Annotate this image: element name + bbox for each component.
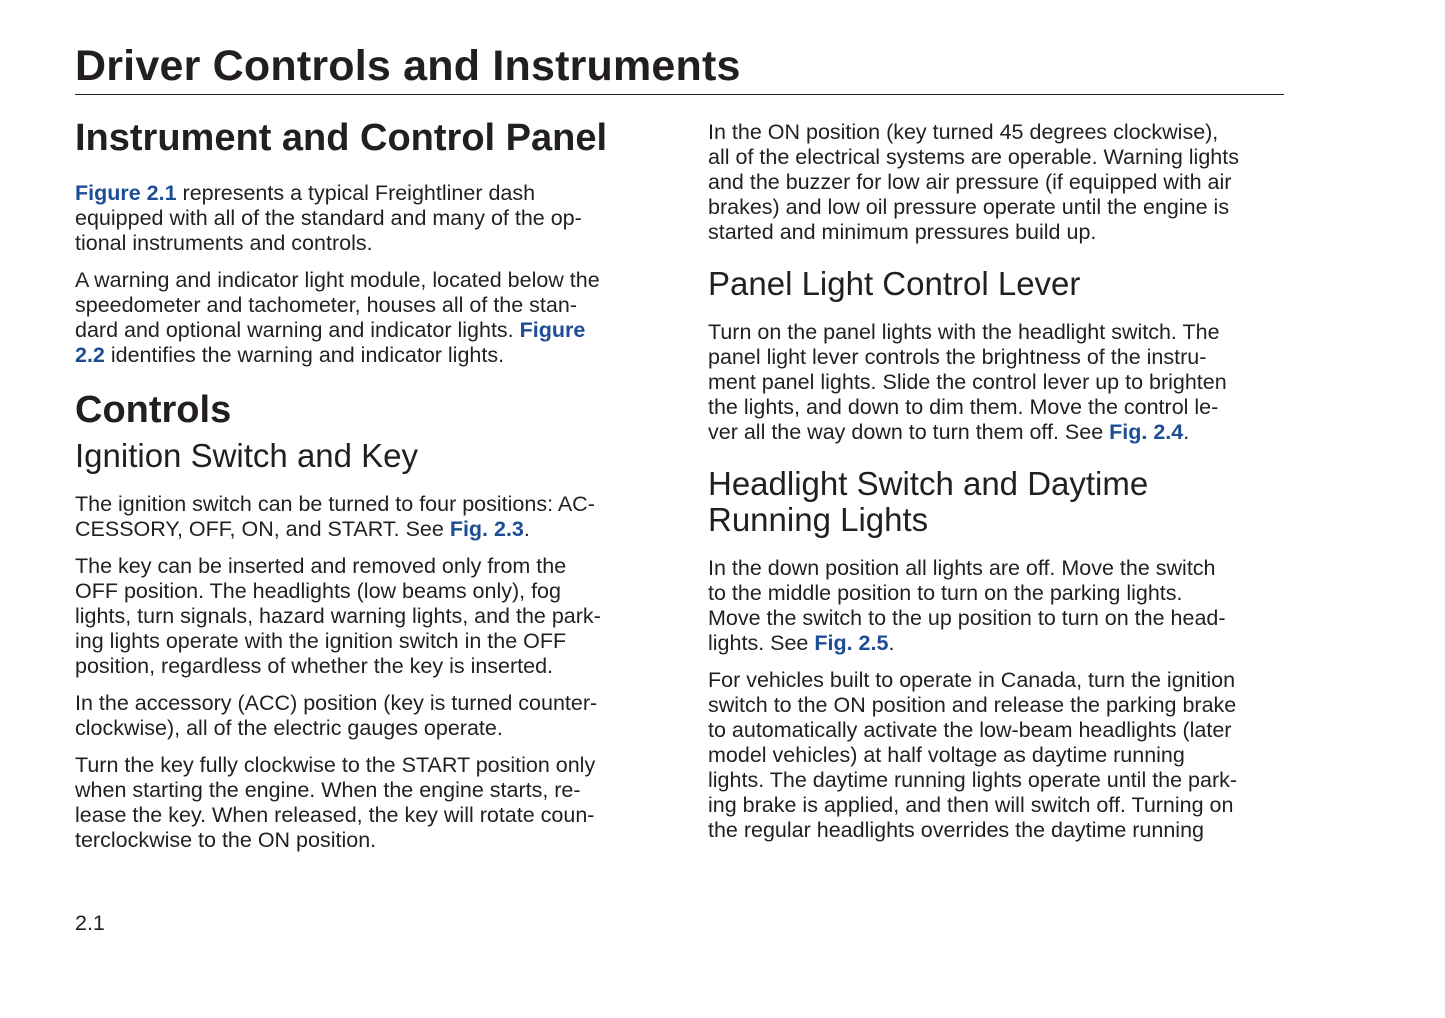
paragraph: Turn on the panel lights with the headlight switch. The panel light lever controls the brightness of the instru- ment panel lights. Slide the control lever up to brighten the lights, and down to dim them. Move the control le- ver all the way down to turn them off. See Fig. 2.4. <box>708 320 1227 444</box>
section-title-controls: Controls <box>75 389 232 431</box>
paragraph: The ignition switch can be turned to four positions: AC- CESSORY, OFF, ON, and START. See Fig. 2.3. <box>75 492 595 541</box>
subsection-title-panel-light: Panel Light Control Lever <box>708 265 1081 302</box>
fig-2-5-link[interactable]: Fig. 2.5 <box>814 631 889 655</box>
chapter-title: Driver Controls and Instruments <box>75 42 741 90</box>
paragraph: For vehicles built to operate in Canada, turn the ignition switch to the ON position and release the parking brake to automatically activate the low-beam headlights (later model vehicles) at half voltage as daytime running lights. The daytime running lights operate until the park- ing brake is applied, and then will switch off. Turning on the regular headlights overrides the daytime running <box>708 668 1238 842</box>
left-column <box>75 116 650 865</box>
paragraph: Turn the key fully clockwise to the START position only when starting the engine. When the engine starts, re- lease the key. When released, the key will rotate coun- terclockwise to the ON position. <box>75 753 596 852</box>
figure-2-1-link[interactable]: Figure 2.1 <box>75 181 177 205</box>
paragraph: In the accessory (ACC) position (key is turned counter- clockwise), all of the electric gauges operate. <box>75 691 598 740</box>
section-title-instrument-panel: Instrument and Control Panel <box>75 117 608 159</box>
title-rule <box>75 94 1284 95</box>
page-number: 2.1 <box>75 911 105 935</box>
subsection-title-ignition: Ignition Switch and Key <box>75 437 419 474</box>
paragraph: The key can be inserted and removed only from the OFF position. The headlights (low beams only), fog lights, turn signals, hazard warning lights, and the park- ing lights operate with the ignition switch in the OFF position, regardless of whether the key is inserted. <box>75 554 601 678</box>
figure-2-2-link[interactable]: Figure <box>519 318 586 342</box>
fig-2-3-link[interactable]: Fig. 2.3 <box>449 517 524 541</box>
fig-2-4-link[interactable]: Fig. 2.4 <box>1109 420 1184 444</box>
paragraph: In the down position all lights are off. Move the switch to the middle position to turn on the parking lights. Move the switch to the up position to turn on the head- lights. See Fig. 2.5. <box>708 556 1226 655</box>
right-column <box>708 120 1288 855</box>
subsection-title-headlight-switch: Headlight Switch and Daytime Running Lights <box>708 465 1149 538</box>
paragraph: Figure 2.1 represents a typical Freightliner dash equipped with all of the standard and many of the op- tional instruments and controls. <box>75 181 582 255</box>
figure-2-2-link-continued[interactable]: 2.2 <box>75 343 105 367</box>
paragraph: A warning and indicator light module, located below the speedometer and tachometer, houses all of the stan- dard and optional warning and indicator lights. Figure 2.2 identifies the warning and indicator lights. <box>75 268 600 367</box>
paragraph: In the ON position (key turned 45 degrees clockwise), all of the electrical systems are operable. Warning lights and the buzzer for low air pressure (if equipped with air brakes) and low oil pressure operate until the engine is started and minimum pressures build up. <box>708 120 1239 244</box>
